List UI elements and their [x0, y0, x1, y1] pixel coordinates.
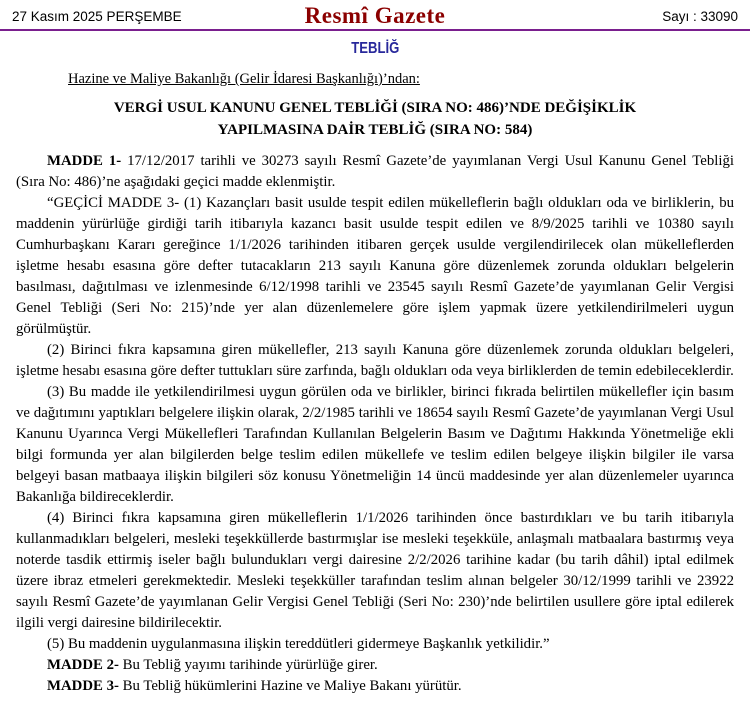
paragraph: (2) Birinci fıkra kapsamına giren mükellefler, 213 sayılı Kanuna göre düzenlemek zorunda oldukları belgeleri, işletme hesabı esasına göre defter tuttukları süre zarfında, bağlı oldukları oda veya birliklerden de temin edebileceklerdir.: [16, 342, 734, 379]
paragraph: (3) Bu madde ile yetkilendirilmesi uygun görülen oda ve birlikler, birinci fıkrada belirtilen mükellefler için basım ve dağıtımını yaptıkları belgelere ilişkin olarak, 2/2/1985 tarihli ve 18654 sayılı Resmî Gazete’de yayımlanan Vergi Usul Kanunu Uyarınca Vergi Mükellefleri Tarafından Kullanılan Belgelerin Basım ve Dağıtımı Hakkında Yönetmeliğe ekli bilgi formunda yer alan bilgilerden belge teslim edilen mükellefe ve teslim edilen belgeye ilişkin bilgiler ile varsa belgeyi basan matbaaya ilişkin bilgileri söz konusu Yönetmeliğin 14 üncü maddesinde yer alan düzenlemeler uyarınca Bakanlığa bildireceklerdir.: [16, 384, 734, 505]
paragraph: (4) Birinci fıkra kapsamına giren mükelleflerin 1/1/2026 tarihinden önce bastırdıkları ve bu tarih itibarıyla kullanmadıkları belgeleri, mesleki teşekküllerde bastırmışlar ise mesleki teşekküle, anlaşmalı matbaalara bastırmış veya noterde tasdik ettirmiş iseler bağlı bulundukları vergi dairesine 2/2/2026 tarihine kadar (bu tarih dâhil) iptal edilmek üzere ibraz etmeleri gerekmektedir. Mesleki teşekküller tarafından teslim alınan belgeler 30/12/1999 tarihli ve 23922 sayılı Resmî Gazete’de yayımlanan Gelir Vergisi Genel Tebliği (Seri No: 230)’nde belirtilen usullere göre iptal edilerek ilgili vergi dairesine bildirilecektir.: [16, 510, 734, 631]
document-body: [16, 71, 734, 697]
document-title-line1: VERGİ USUL KANUNU GENEL TEBLİĞİ (SIRA NO: 486)’NDE DEĞİŞİKLİK: [113, 100, 637, 116]
section-heading: [0, 40, 750, 58]
gazette-title: Resmî Gazete: [304, 3, 446, 28]
paragraph: (5) Bu maddenin uygulanmasına ilişkin tereddütleri gidermeye Başkanlık yetkilidir.”: [47, 636, 550, 652]
document-title-line2: YAPILMASINA DAİR TEBLİĞ (SIRA NO: 584): [217, 122, 533, 138]
paragraph: MADDE 1- 17/12/2017 tarihli ve 30273 sayılı Resmî Gazete’de yayımlanan Vergi Usul Kanunu Genel Tebliği (Sıra No: 486)’ne aşağıdaki geçici madde eklenmiştir.: [16, 153, 734, 190]
paragraph: MADDE 3- Bu Tebliğ hükümlerini Hazine ve Maliye Bakanı yürütür.: [47, 678, 462, 694]
gazette-header: [0, 0, 750, 29]
document-title: [16, 97, 734, 141]
article-paragraphs: [16, 151, 734, 697]
section-heading-label: TEBLİĞ: [350, 40, 400, 57]
issuing-authority-line: Hazine ve Maliye Bakanlığı (Gelir İdaresi Başkanlığı)’ndan:: [68, 71, 420, 87]
paragraph: MADDE 2- Bu Tebliğ yayımı tarihinde yürürlüğe girer.: [47, 657, 378, 673]
gazette-issue-number: Sayı : 33090: [662, 8, 738, 24]
gazette-date: 27 Kasım 2025 PERŞEMBE: [12, 8, 182, 24]
header-divider: [0, 29, 750, 31]
paragraph: “GEÇİCİ MADDE 3- (1) Kazançları basit usulde tespit edilen mükelleflerin bağlı oldukları oda ve birliklerin, bu maddenin yürürlüğe girdiği tarih itibarıyla kazancı basit usulde tespit edilen ve 8/9/2025 tarihli ve 10380 sayılı Cumhurbaşkanı Kararı gereğince 1/1/2026 tarihinden itibaren gerçek usulde vergilendirilecek olan mükelleflerden işletme hesabı esasına göre defter tutacakların 213 sayılı Kanuna göre düzenlemek zorunda oldukları belgelerin basılması, dağıtılması ve izlenmesinde 6/12/1998 tarihli ve 23545 sayılı Resmî Gazete’de yayımlanan Gelir Vergisi Genel Tebliği (Seri No: 215)’nde yer alan düzenlemelere göre işlem yapmak üzere yetkilendirilmeleri uygun görülmüştür.: [16, 195, 734, 337]
